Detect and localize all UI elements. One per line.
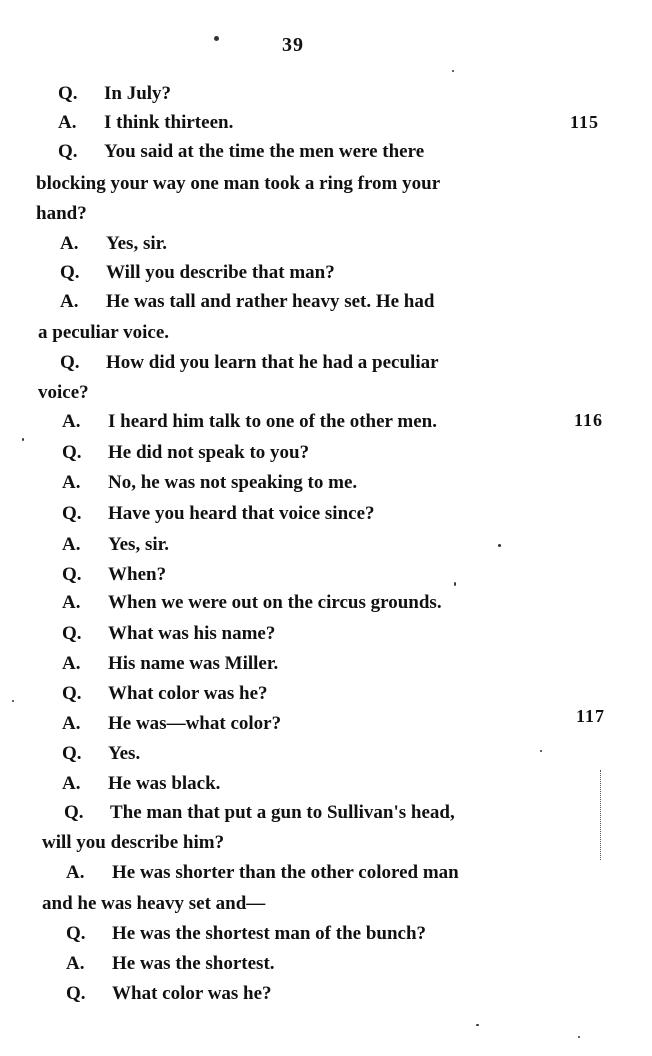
- line-text: Have you heard that voice since?: [108, 503, 375, 524]
- speaker-label: Q.: [62, 503, 82, 524]
- speaker-label: Q.: [66, 923, 86, 944]
- transcript-line: [42, 831, 224, 855]
- transcript-line: [62, 441, 309, 465]
- line-text: will you describe him?: [42, 832, 225, 853]
- speaker-label: A.: [62, 472, 81, 493]
- line-text: He was black.: [108, 773, 221, 794]
- transcript-line: [38, 381, 89, 405]
- line-text: I heard him talk to one of the other men.: [108, 411, 437, 432]
- scan-speck: [578, 1036, 580, 1038]
- transcript-line: [62, 712, 281, 736]
- transcript-line: [62, 410, 437, 434]
- line-text: You said at the time the men were there: [104, 141, 425, 162]
- line-text: He was the shortest.: [112, 953, 275, 974]
- page-number: 39: [282, 34, 304, 56]
- line-text: a peculiar voice.: [38, 322, 170, 343]
- transcript-line: [42, 892, 265, 916]
- transcript-line: [66, 922, 426, 946]
- line-text: He was—what color?: [108, 713, 282, 734]
- speaker-label: A.: [62, 592, 81, 613]
- speaker-label: A.: [62, 411, 81, 432]
- line-text: He was the shortest man of the bunch?: [112, 923, 427, 944]
- speaker-label: Q.: [62, 623, 82, 644]
- transcript-line: [62, 471, 357, 495]
- speaker-label: Q.: [64, 802, 84, 823]
- line-text: voice?: [38, 382, 89, 403]
- transcript-line: [62, 502, 375, 526]
- speaker-label: A.: [58, 112, 77, 133]
- speaker-label: Q.: [62, 683, 82, 704]
- speaker-label: Q.: [66, 983, 86, 1004]
- speaker-label: Q.: [60, 262, 80, 283]
- transcript-line: [66, 861, 459, 885]
- line-text: Yes.: [108, 743, 141, 764]
- line-text: He did not speak to you?: [108, 442, 310, 463]
- transcript-line: [58, 140, 424, 164]
- line-text: When we were out on the circus grounds.: [108, 592, 442, 613]
- line-text: What was his name?: [108, 623, 276, 644]
- speaker-label: A.: [62, 713, 81, 734]
- transcript-line: [64, 801, 455, 825]
- margin-rule: [600, 770, 603, 860]
- transcript-line: [58, 82, 171, 106]
- line-text: hand?: [36, 203, 87, 224]
- transcript-line: [62, 622, 275, 646]
- speaker-label: Q.: [62, 442, 82, 463]
- transcript-line: [36, 202, 87, 226]
- transcript-line: [60, 261, 335, 285]
- speaker-label: Q.: [62, 743, 82, 764]
- margin-line-number: 116: [574, 410, 604, 430]
- line-text: I think thirteen.: [104, 112, 234, 133]
- transcript-line: [62, 772, 220, 796]
- speaker-label: Q.: [62, 564, 82, 585]
- speaker-label: Q.: [58, 83, 78, 104]
- speaker-label: A.: [66, 953, 85, 974]
- transcript-line: [66, 982, 272, 1006]
- line-text: Yes, sir.: [106, 233, 168, 254]
- transcript-line: [60, 351, 439, 375]
- transcript-line: [38, 321, 169, 345]
- line-text: What color was he?: [112, 983, 272, 1004]
- line-text: He was tall and rather heavy set. He had: [106, 291, 435, 312]
- line-text: The man that put a gun to Sullivan's head,: [110, 802, 455, 823]
- speaker-label: A.: [60, 291, 79, 312]
- scan-speck: [476, 1024, 479, 1026]
- transcript-line: [62, 742, 140, 766]
- transcript-line: [36, 172, 440, 196]
- scan-speck: [498, 544, 501, 547]
- scan-speck: [22, 438, 24, 441]
- scan-speck: [540, 750, 542, 752]
- scan-speck: [454, 582, 456, 586]
- line-text: Yes, sir.: [108, 534, 170, 555]
- line-text: In July?: [104, 83, 172, 104]
- transcript-line: [62, 533, 169, 557]
- line-text: blocking your way one man took a ring from your: [36, 173, 441, 194]
- scan-speck: [12, 700, 14, 702]
- scan-speck: [452, 70, 454, 72]
- transcript-line: [62, 591, 442, 615]
- speaker-label: Q.: [60, 352, 80, 373]
- transcript-line: [62, 563, 166, 587]
- transcript-line: [62, 682, 268, 706]
- speaker-label: A.: [60, 233, 79, 254]
- scan-speck: [214, 36, 219, 41]
- line-text: What color was he?: [108, 683, 268, 704]
- speaker-label: Q.: [58, 141, 78, 162]
- line-text: and he was heavy set and—: [42, 893, 266, 914]
- line-text: His name was Miller.: [108, 653, 279, 674]
- transcript-line: [60, 290, 434, 314]
- speaker-label: A.: [66, 862, 85, 883]
- margin-line-number: 117: [576, 706, 606, 726]
- line-text: He was shorter than the other colored man: [112, 862, 459, 883]
- speaker-label: A.: [62, 653, 81, 674]
- transcript-line: [66, 952, 275, 976]
- transcript-line: [58, 111, 233, 135]
- line-text: Will you describe that man?: [106, 262, 335, 283]
- transcript-line: [60, 232, 167, 256]
- transcript-line: [62, 652, 278, 676]
- margin-line-number: 115: [570, 112, 600, 132]
- line-text: How did you learn that he had a peculiar: [106, 352, 439, 373]
- line-text: When?: [108, 564, 167, 585]
- speaker-label: A.: [62, 773, 81, 794]
- line-text: No, he was not speaking to me.: [108, 472, 358, 493]
- speaker-label: A.: [62, 534, 81, 555]
